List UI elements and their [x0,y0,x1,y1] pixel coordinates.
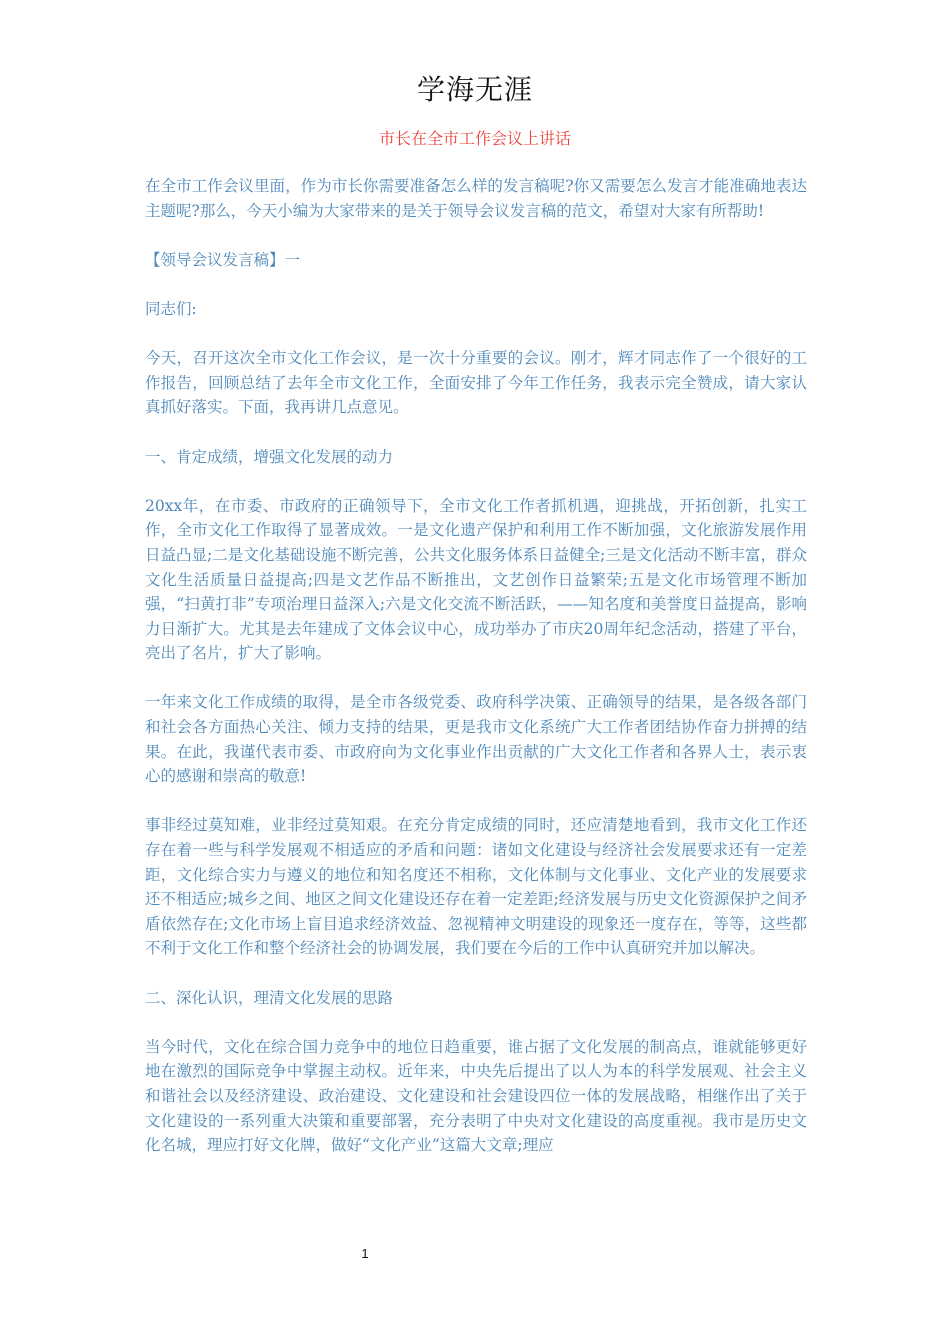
document-body [145,174,807,1182]
body-paragraph: 当今时代，文化在综合国力竞争中的地位日趋重要，谁占据了文化发展的制高点，谁就能够更好地在激烈的国际竞争中掌握主动权。近年来，中央先后提出了以人为本的科学发展观、社会主义和谐社会以及经济建设、政治建设、文化建设和社会建设四位一体的发展战略，相继作出了关于文化建设的一系列重大决策和重要部署，充分表明了中央对文化建设的高度重视。我市是历史文化名城，理应打好文化牌，做好“文化产业”这篇大文章;理应 [145,1037,807,1155]
body-paragraph: 事非经过莫知难，业非经过莫知艰。在充分肯定成绩的同时，还应清楚地看到，我市文化工作还存在着一些与科学发展观不相适应的矛盾和问题：诸如文化建设与经济社会发展要求还有一定差距，文化综合实力与遵义的地位和知名度还不相称，文化体制与文化事业、文化产业的发展要求还不相适应;城乡之间、地区之间文化建设还存在着一定差距;经济发展与历史文化资源保护之间矛盾依然存在;文化市场上盲目追求经济效益、忽视精神文明建设的现象还一度存在，等等，这些都不利于文化工作和整个经济社会的协调发展，我们要在今后的工作中认真研究并加以解决。 [145,816,807,958]
body-paragraph: 一年来文化工作成绩的取得，是全市各级党委、政府科学决策、正确领导的结果，是各级各部门和社会各方面热心关注、倾力支持的结果，更是我市文化系统广大工作者团结协作奋力拼搏的结果。在此，我谨代表市委、市政府向为文化事业作出贡献的广大文化工作者和各界人士，表示衷心的感谢和崇高的敬意! [145,693,807,786]
body-paragraph: 20xx年，在市委、市政府的正确领导下，全市文化工作者抓机遇，迎挑战，开拓创新，扎实工作，全市文化工作取得了显著成效。一是文化遗产保护和利用工作不断加强，文化旅游发展作用日益凸显;二是文化基础设施不断完善，公共文化服务体系日益健全;三是文化活动不断丰富，群众文化生活质量日益提高;四是文艺作品不断推出，文艺创作日益繁荣;五是文化市场管理不断加强，“扫黄打非”专项治理日益深入;六是文化交流不断活跃，——知名度和美誉度日益提高，影响力日渐扩大。尤其是去年建成了文体会议中心，成功举办了市庆20周年纪念活动，搭建了平台，亮出了名片，扩大了影响。 [145,496,807,663]
section-heading: 一、肯定成绩，增强文化发展的动力 [145,447,394,466]
salutation: 同志们: [145,299,197,318]
intro-paragraph: 在全市工作会议里面，作为市长你需要准备怎么样的发言稿呢?你又需要怎么发言才能准确地表达主题呢?那么，今天小编为大家带来的是关于领导会议发言稿的范文，希望对大家有所帮助! [145,177,807,220]
body-paragraph: 今天，召开这次全市文化工作会议，是一次十分重要的会议。刚才，辉才同志作了一个很好的工作报告，回顾总结了去年全市文化工作，全面安排了今年工作任务，我表示完全赞成，请大家认真抓好落实。下面，我再讲几点意见。 [145,349,807,417]
section-label: 【领导会议发言稿】一 [145,250,301,269]
document-title: 市长在全市工作会议上讲话 [378,129,571,148]
page-number: 1 [361,1246,369,1261]
page-header-title: 学海无涯 [416,73,533,106]
section-heading: 二、深化认识，理清文化发展的思路 [145,988,394,1007]
